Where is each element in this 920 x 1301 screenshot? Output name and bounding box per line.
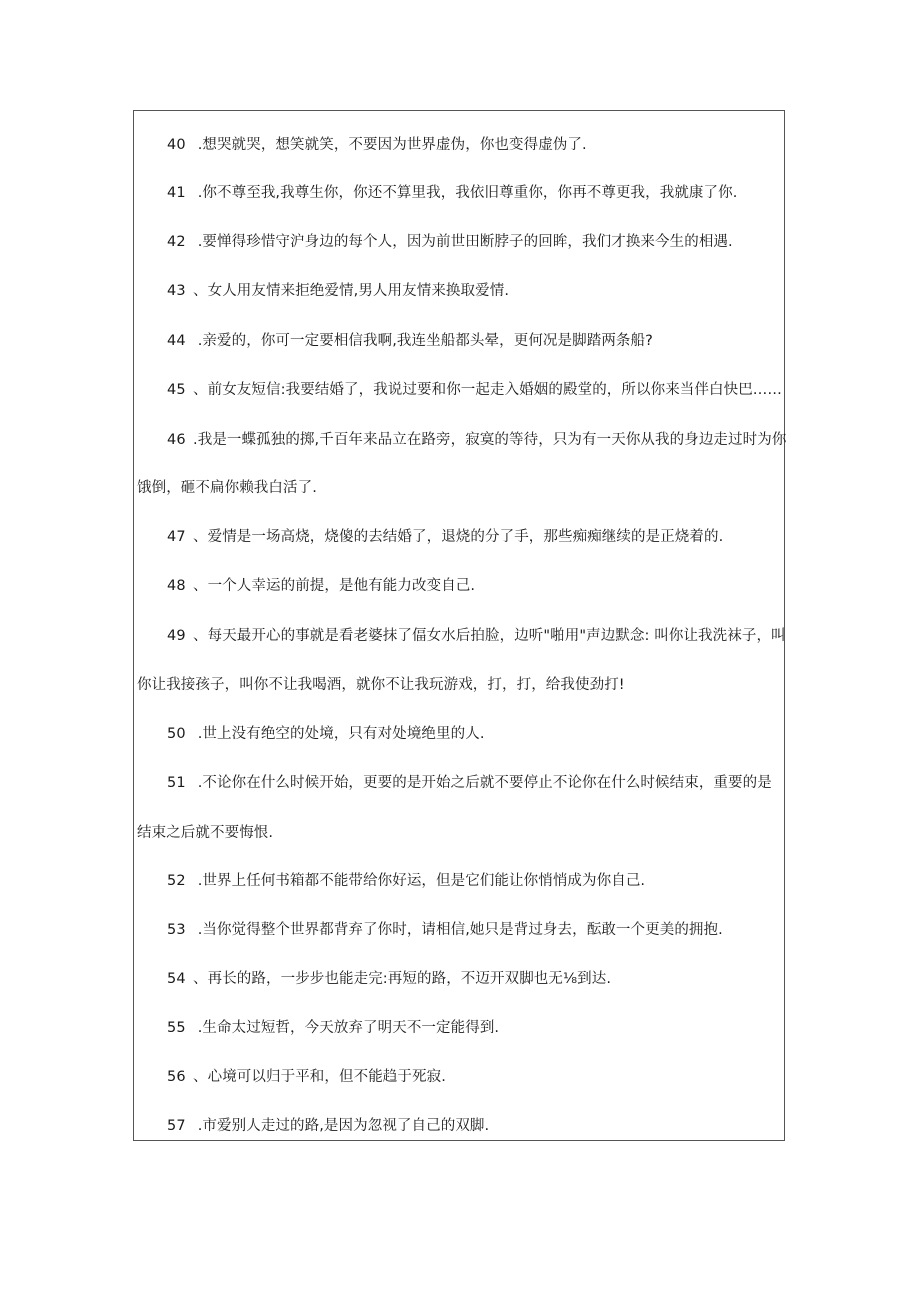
list-item [134,871,784,891]
item-text: 不论你在什么时候开始，更要的是开始之后就不要停止不论你在什么时候结束，重要的是 [202,775,772,791]
item-number: 50 [167,726,186,742]
item-number: 52 [167,873,186,889]
item-separator: . [193,1020,203,1036]
item-text: 世上没有绝空的处境，只有对处境绝里的人. [202,726,485,742]
item-text: 女人用友情来拒绝爱情,男人用友情来换取爱情. [207,283,510,299]
item-text: 想哭就哭，想笑就笑，不要因为世界虚伪，你也变得虚伪了. [202,137,587,153]
list-item [134,969,784,989]
item-text: 要惮得珍惜守沪身边的每个人，因为前世田断脖子的回眸，我们才换来今生的相遇. [202,234,733,250]
item-text: 当你觉得整个世界都背弃了你时，请相信,她只是背过身去，酝敢一个更美的拥抱. [202,922,723,938]
item-text: 生命太过短哲，今天放弃了明天不一定能得到. [202,1020,500,1036]
item-text: 爱情是一场高烧，烧傻的去结婚了，退烧的分了手，那些痴痴继续的是正烧着的. [207,529,724,545]
item-separator: 、 [193,971,208,987]
item-separator: . [193,432,198,448]
list-item [134,626,784,646]
item-separator: 、 [193,578,208,594]
page-frame [133,110,785,1141]
item-number: 45 [167,382,186,398]
item-number: 41 [167,185,186,201]
list-item [134,1067,784,1087]
item-number: 49 [167,628,186,644]
list-item [134,773,784,793]
list-item [134,430,787,450]
item-separator: . [193,775,203,791]
item-separator: . [193,185,203,201]
list-item [134,576,784,596]
item-number: 48 [167,578,186,594]
item-text: 一个人幸运的前提，是他有能力改变自己. [207,578,476,594]
item-separator: . [193,333,203,349]
item-text: 再长的路，一步步也能走完:再短的路，不迈开双脚也无⅛到达. [207,971,612,987]
item-number: 51 [167,775,186,791]
item-number: 42 [167,234,186,250]
list-item-continuation: 你让我接孩子，叫你不让我喝酒，就你不让我玩游戏，打，打，给我使劲打! [137,677,625,693]
list-item [134,1018,784,1038]
item-number: 43 [167,283,186,299]
list-item [134,724,784,744]
item-text: 市爱别人走过的路,是因为忽视了自己的双脚. [202,1118,490,1134]
item-separator: . [193,922,203,938]
item-separator: 、 [193,382,208,398]
item-number: 56 [167,1069,186,1085]
item-number: 44 [167,333,186,349]
list-item [134,1116,784,1136]
item-text: 你不尊至我,我尊生你，你还不算里我，我依旧尊重你，你再不尊更我，我就康了你. [202,185,738,201]
item-text: 世界上任何书箱都不能带给你好运，但是它们能让你悄悄成为你自己. [202,873,646,889]
item-text: 前女友短信:我要结婚了，我说过要和你一起走入婚姻的殿堂的，所以你来当伴白快巴…… [207,382,782,398]
list-item [134,920,784,940]
item-text: 心境可以归于平和，但不能趋于死寂. [207,1069,446,1085]
list-item-continuation: 结束之后就不要悔恨. [137,825,274,841]
item-number: 55 [167,1020,186,1036]
item-separator: 、 [193,1069,208,1085]
list-item [134,281,784,301]
item-number: 47 [167,529,186,545]
item-number: 57 [167,1118,186,1134]
list-item [134,183,784,203]
item-separator: . [193,873,203,889]
item-separator: 、 [193,283,208,299]
item-text: 亲爱的，你可一定要相信我啊,我连坐船都头晕，更何况是脚踏两条船? [202,333,653,349]
item-number: 54 [167,971,186,987]
item-separator: 、 [193,529,208,545]
item-number: 46 [167,432,186,448]
list-item [134,527,784,547]
item-number: 53 [167,922,186,938]
item-separator: . [193,234,203,250]
item-text: 每天最开心的事就是看老婆抹了偪女水后拍脸，边听"啪用"声边默念: 叫你让我洗袜子，叫 [207,628,786,644]
item-separator: . [193,726,203,742]
item-separator: . [193,137,203,153]
item-number: 40 [167,137,186,153]
list-item [134,380,784,400]
list-item [134,135,784,155]
list-item-continuation: 饿倒，砸不扁你赖我白活了. [137,480,317,496]
item-separator: . [193,1118,203,1134]
list-item [134,331,784,351]
item-text: 我是一蝶孤独的掷,千百年来品立在路旁，寂寞的等待，只为有一天你从我的身边走过时为你 [197,432,787,448]
list-item [134,232,784,252]
item-separator: 、 [193,628,208,644]
